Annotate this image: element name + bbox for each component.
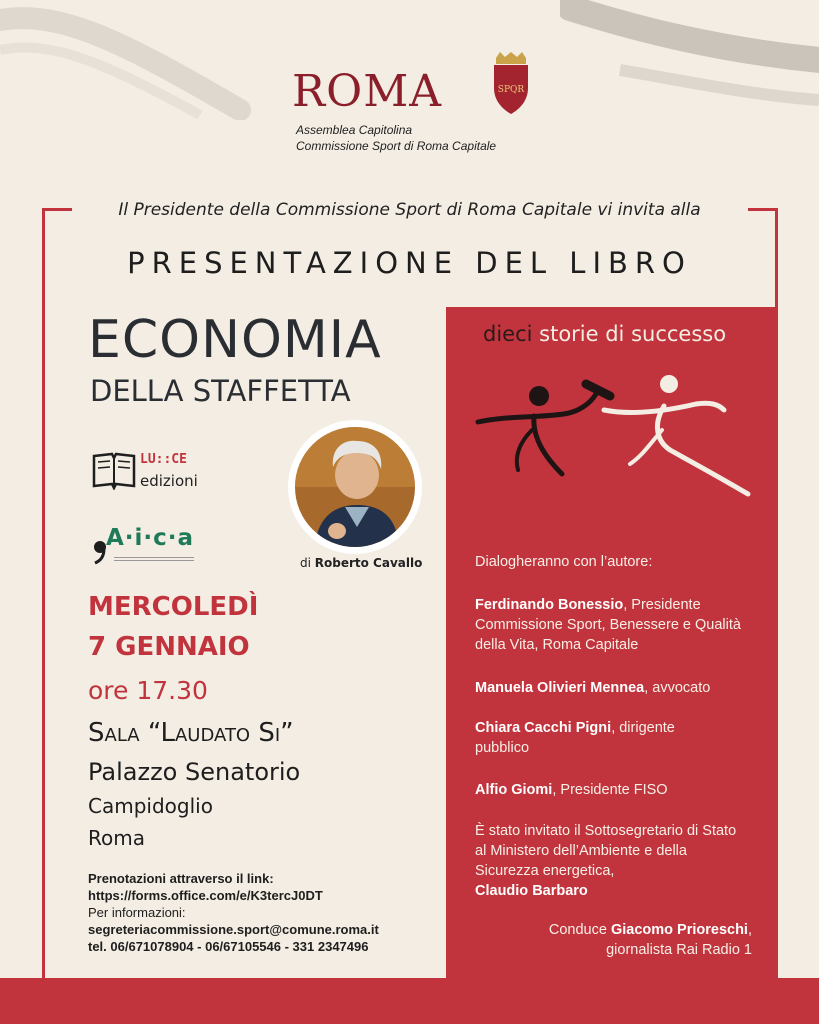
booking-info [88,870,428,955]
brush-stroke-top-left [0,0,260,120]
speaker-4 [475,780,765,800]
author-prefix: di [300,556,315,570]
aica-logo [92,515,202,571]
aica-tagline-lines [114,557,194,561]
author-credit [300,556,422,570]
tagline-rest: storie di successo [532,322,727,346]
book-subtitle: DELLA STAFFETTA [90,374,351,408]
moderator [472,920,752,960]
luce-word: edizioni [140,472,198,490]
roma-wordmark: ROMA [292,66,443,117]
shield-text: SPQR [497,85,525,95]
tagline-dieci: dieci [483,322,533,346]
event-day: MERCOLEDÌ [88,592,259,622]
event-city: Roma [88,826,145,850]
speaker-1-role: , Presidente Commissione Sport, Benessere e Qualità della Vita, Roma Capitale [475,597,741,653]
speaker-2 [475,678,765,698]
spqr-shield-icon [488,52,534,114]
open-book-icon [92,450,136,490]
speaker-2-name: Manuela Olivieri Mennea [475,680,645,696]
speaker-2-role: , avvocato [644,680,711,696]
event-building: Palazzo Senatorio [88,758,301,786]
moderator-role: giornalista Rai Radio 1 [606,942,752,958]
invited-note [475,821,745,901]
event-hall: Sala “Laudato Si” [88,718,294,748]
presentation-heading: PRESENTAZIONE DEL LIBRO [127,246,692,280]
invite-line: Il Presidente della Commissione Sport di Roma Capitale vi invita alla [118,200,701,220]
booking-link[interactable]: https://forms.office.com/e/K3tercJ0DT [88,888,323,903]
relay-runners-icon [474,370,764,500]
aica-mark: A·i·c·a [106,525,195,551]
moderator-prefix: Conduce [548,922,611,938]
author-name: Roberto Cavallo [314,556,423,570]
invited-name: Claudio Barbaro [475,883,588,899]
book-tagline [483,322,726,346]
book-title: ECONOMIA [88,310,382,370]
luce-mark: LU::CE [140,452,187,467]
speaker-3-role: , dirigente pubblico [475,720,675,756]
info-email[interactable]: segreteriacommissione.sport@comune.roma.it [88,922,379,937]
bottom-band [0,978,819,1024]
speaker-4-role: , Presidente FISO [552,782,668,798]
info-phones: tel. 06/671078904 - 06/67105546 - 331 2347496 [88,939,369,954]
brush-stroke-top-right [560,0,819,110]
event-time: ore 17.30 [88,676,208,705]
assembly-line-2: Commissione Sport di Roma Capitale [296,139,497,153]
panel-intro: Dialogheranno con l’autore: [475,554,653,570]
booking-label: Prenotazioni attraverso il link: [88,871,274,886]
assembly-caption [296,122,496,154]
moderator-name: Giacomo Prioreschi [610,922,748,938]
luce-edizioni-logo [92,448,212,496]
invited-text: È stato invitato il Sottosegretario di Stato al Ministero dell’Ambiente e della Sicurezza energetica, [475,823,737,879]
speaker-4-name: Alfio Giomi [475,782,553,798]
author-photo [295,427,415,547]
event-area: Campidoglio [88,794,213,818]
speaker-3-name: Chiara Cacchi Pigni [475,720,612,736]
speaker-1 [475,595,765,655]
speaker-1-name: Ferdinando Bonessio [475,597,624,613]
assembly-line-1: Assemblea Capitolina [296,123,413,137]
roma-logo [292,52,552,152]
speaker-3 [475,718,725,758]
moderator-comma: , [747,922,752,938]
info-label: Per informazioni: [88,905,186,920]
event-date: 7 GENNAIO [88,632,250,662]
